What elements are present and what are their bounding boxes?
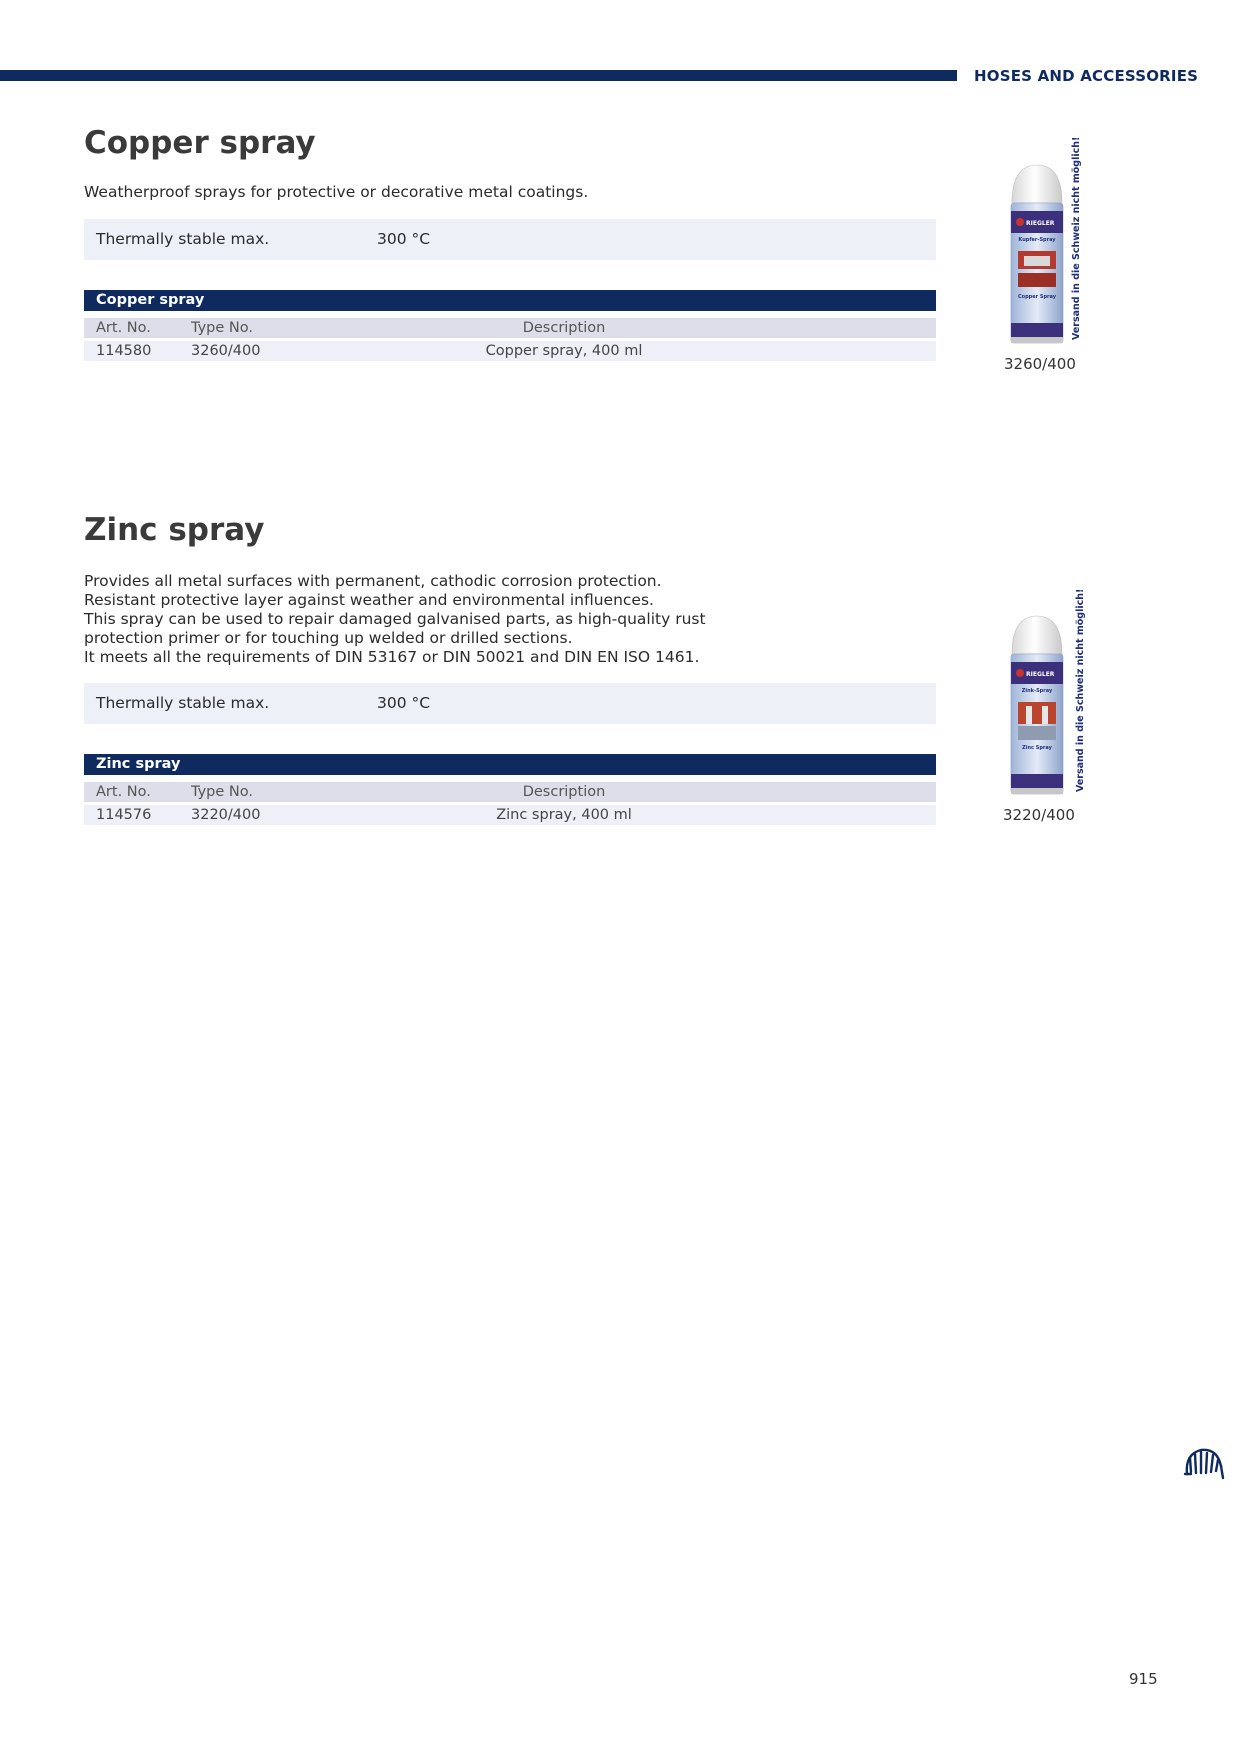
cell-type-no: 3260/400 [191,343,261,359]
column-header-art-no: Art. No. [96,320,151,336]
header-bar [0,70,957,81]
spec-label: Thermally stable max. [96,694,270,712]
table-title-bar [84,290,936,311]
column-header-description: Description [522,784,606,800]
can-label-2: Copper Spray [1018,294,1056,300]
product-table [84,754,936,825]
cell-art-no: 114580 [96,343,152,359]
table-row [84,341,936,361]
intro-line: It meets all the requirements of DIN 53167 or DIN 50021 and DIN EN ISO 1461. [84,648,700,666]
product-table [84,290,936,361]
column-header-type-no: Type No. [191,320,253,336]
column-header-type-no: Type No. [191,784,253,800]
spec-label: Thermally stable max. [96,230,270,248]
table-title-bar [84,754,936,775]
can-brand: RIEGLER [1026,671,1055,678]
can-brand: RIEGLER [1026,220,1055,227]
cell-description: Copper spray, 400 ml [485,343,643,359]
spray-can-icon [1006,614,1068,799]
cell-art-no: 114576 [96,807,152,823]
intro-line: Provides all metal surfaces with permanent, cathodic corrosion protection. [84,572,662,590]
table-header-row [84,318,936,338]
table-header-row [84,782,936,802]
section-title: Zinc spray [84,512,265,548]
intro-line: Weatherproof sprays for protective or decorative metal coatings. [84,183,589,201]
table-title: Zinc spray [96,756,181,772]
column-header-art-no: Art. No. [96,784,151,800]
table-title: Copper spray [96,292,205,308]
image-caption: 3260/400 [1004,355,1076,373]
page-number: 915 [1129,1670,1158,1688]
section-title: Copper spray [84,125,316,161]
cell-description: Zinc spray, 400 ml [496,807,632,823]
spray-can-icon [1006,163,1068,348]
spec-box [84,219,936,260]
spec-box [84,683,936,724]
intro-line: Resistant protective layer against weather and environmental influences. [84,591,654,609]
spec-value: 300 °C [377,694,431,712]
spec-value: 300 °C [377,230,431,248]
header-title: HOSES AND ACCESSORIES [974,67,1199,85]
image-caption: 3220/400 [1003,806,1075,824]
intro-line: protection primer or for touching up welded or drilled sections. [84,629,573,647]
can-label-2: Zinc Spray [1022,745,1052,751]
shipping-note: Versand in die Schweiz nicht möglich! [1071,136,1082,340]
intro-line: This spray can be used to repair damaged galvanised parts, as high-quality rust [84,610,706,628]
hose-coil-logo-icon [1181,1444,1225,1480]
section-intro [84,572,706,667]
table-row [84,805,936,825]
can-label-1: Kupfer-Spray [1018,237,1056,243]
shipping-note: Versand in die Schweiz nicht möglich! [1075,588,1086,792]
cell-type-no: 3220/400 [191,807,261,823]
can-label-1: Zink-Spray [1021,688,1053,694]
section-intro [84,183,588,202]
column-header-description: Description [522,320,606,336]
